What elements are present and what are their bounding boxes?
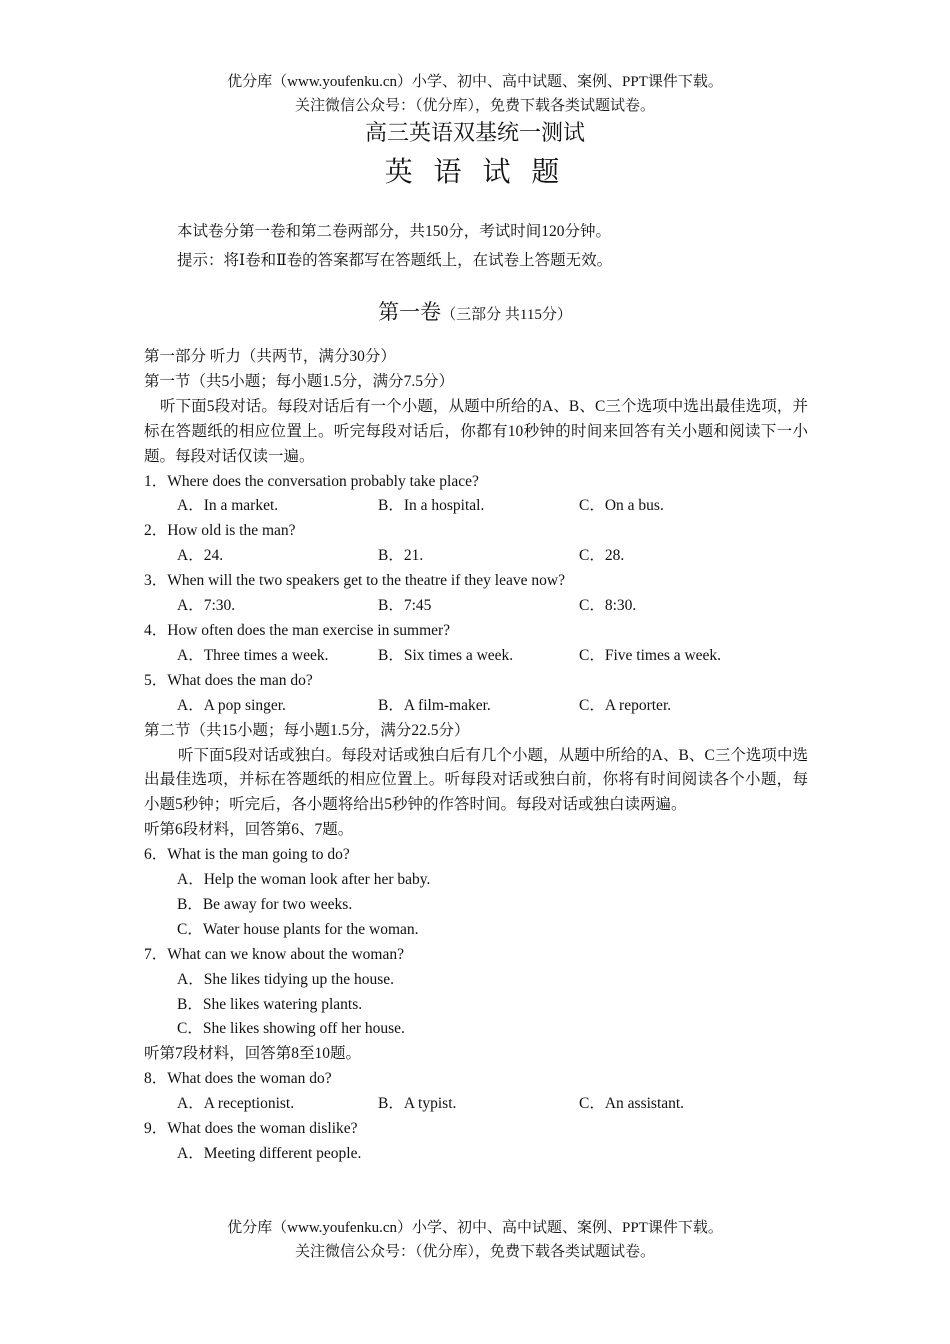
question-text: What is the man going to do? [167,846,350,864]
intro-line-1: 本试卷分第一卷和第二卷两部分，共150分，考试时间120分钟。 [177,223,612,240]
option-b: B．She likes watering plants. [177,995,363,1013]
question-text: What can we know about the woman? [167,945,404,963]
option-b: B．7:45 [378,597,432,615]
intro-line-2: 提示：将Ⅰ卷和Ⅱ卷的答案都写在答题纸上，在试卷上答题无效。 [177,252,613,269]
question-text: What does the woman do? [167,1070,332,1088]
options-row [144,594,808,619]
question-number: 9． [144,1120,168,1138]
question-number: 2． [144,522,168,540]
question-4 [144,619,808,644]
option-a: A．She likes tidying up the house. [177,970,394,988]
option-b: B．In a hospital. [378,497,485,515]
section2-heading: 第二节（共15小题；每小题1.5分，满分22.5分） [144,721,470,739]
option-a: A．Help the woman look after her baby. [177,871,431,889]
option-c: C．28. [579,547,625,565]
option-c: C．She likes showing off her house. [177,1020,405,1038]
question-6 [144,843,808,868]
option-a: A．Three times a week. [177,646,329,664]
option-c: C．Water house plants for the woman. [177,920,419,938]
option-a: A．In a market. [177,497,279,515]
question-number: 8． [144,1070,168,1088]
exam-title: 高三英语双基统一测试 [364,121,585,146]
material-6-note: 听第6段材料，回答第6、7题。 [144,821,354,839]
options-row [144,494,808,519]
page-header [0,70,950,118]
question-text: Where does the conversation probably take place? [167,472,479,490]
question-3 [144,569,808,594]
question-7 [144,943,808,968]
option-b: B．A film-maker. [378,696,491,714]
option-a: A．24. [177,547,224,565]
question-number: 3． [144,572,168,590]
header-line-1: 优分库（www.youfenku.cn）小学、初中、高中试题、案例、PPT课件下载。 [227,74,723,90]
footer-line-1: 优分库（www.youfenku.cn）小学、初中、高中试题、案例、PPT课件下载。 [227,1220,723,1236]
question-text: How old is the man? [167,522,296,540]
question-number: 4． [144,621,168,639]
question-number: 5． [144,671,168,689]
question-2 [144,519,808,544]
volume-note: （三部分 共115分） [441,307,572,323]
question-text: When will the two speakers get to the theatre if they leave now? [167,572,565,590]
option-b: B．Be away for two weeks. [177,895,353,913]
option-b: B．21. [378,547,424,565]
option-c: C．8:30. [579,597,637,615]
options-row [144,544,808,569]
option-a: A．A pop singer. [177,696,286,714]
option-c: C．An assistant. [579,1095,685,1113]
option-b: B．A typist. [378,1095,457,1113]
exam-subtitle: 英 语 试 题 [384,155,566,188]
section1-instructions: 听下面5段对话。每段对话后有一个小题，从题中所给的A、B、C三个选项中选出最佳选项，并标在答题纸的相应位置上。听完每段对话后，你都有10秒钟的时间来回答有关小题和阅读下一小题。每段对话仅读一遍。 [144,397,808,465]
options-row [144,1092,808,1117]
question-9 [144,1117,808,1142]
question-text: How often does the man exercise in summer? [167,621,451,639]
option-a: A．A receptionist. [177,1095,295,1113]
section1-heading: 第一节（共5小题；每小题1.5分，满分7.5分） [144,372,455,390]
options-row [144,644,808,669]
header-line-2: 关注微信公众号：（优分库），免费下载各类试题试卷。 [294,98,655,114]
option-a: A．7:30. [177,597,236,615]
volume-title: 第一卷 [378,300,442,324]
question-text: What does the woman dislike? [167,1120,358,1138]
page-footer [0,1216,950,1264]
option-c: C．A reporter. [579,696,672,714]
section2-instructions: 听下面5段对话或独白。每段对话或独白后有几个小题，从题中所给的A、B、C三个选项中选出最佳选项，并标在答题纸的相应位置上。听每段对话或独白前，你将有时间阅读各个小题，每小题5秒钟；听完后，各小题将给出5秒钟的作答时间。每段对话或独白读两遍。 [144,746,808,814]
question-number: 6． [144,846,168,864]
question-number: 7． [144,945,168,963]
exam-body [144,345,808,1167]
question-1 [144,470,808,495]
footer-line-2: 关注微信公众号：（优分库），免费下载各类试题试卷。 [294,1244,655,1260]
option-c: C．On a bus. [579,497,664,515]
part1-heading: 第一部分 听力（共两节，满分30分） [144,348,396,365]
option-a: A．Meeting different people. [177,1145,362,1162]
option-b: B．Six times a week. [378,646,514,664]
option-c: C．Five times a week. [579,646,722,664]
question-8 [144,1067,808,1092]
question-number: 1． [144,472,168,490]
question-text: What does the man do? [167,671,313,689]
material-7-note: 听第7段材料，回答第8至10题。 [144,1045,362,1063]
question-5 [144,669,808,694]
options-row [144,694,808,719]
volume-heading [0,296,950,326]
